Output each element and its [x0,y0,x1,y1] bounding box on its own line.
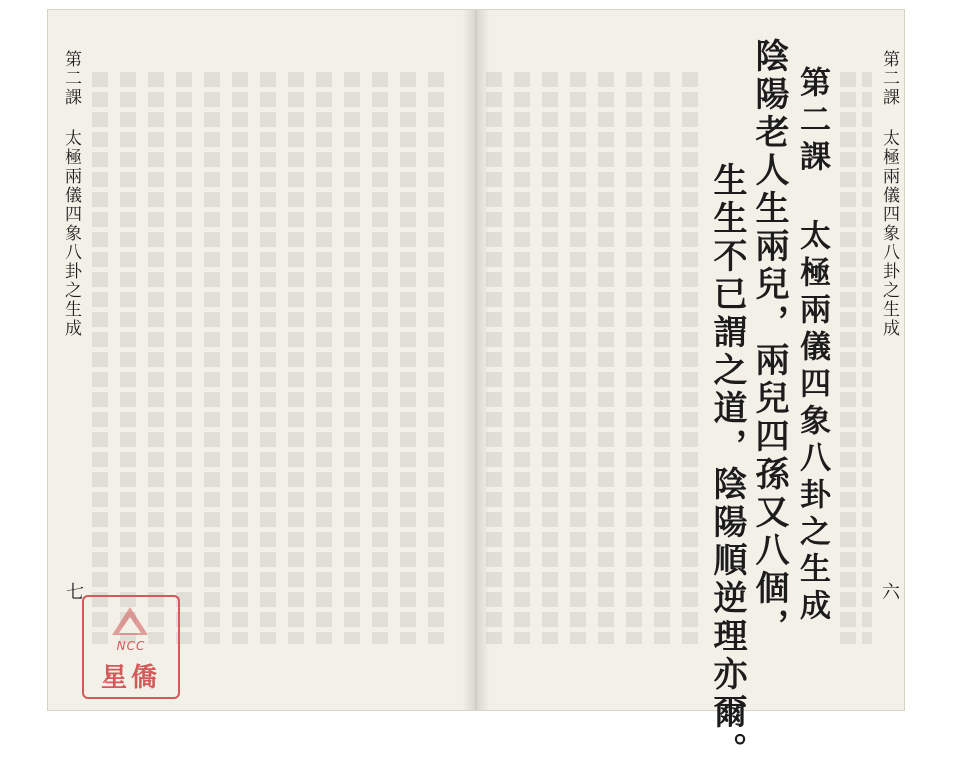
left-body-column [344,72,360,644]
left-body-column [288,72,304,644]
right-page [476,10,904,770]
left-body-column [260,72,276,644]
right-body-column [626,72,642,644]
book-spread [48,10,904,770]
right-body-column [840,72,856,644]
right-body-column [542,72,558,644]
right-body-column [654,72,670,644]
right-body-column [570,72,586,644]
left-page-number: 七 [63,582,84,600]
right-body-column [514,72,530,644]
left-body-column [92,72,108,644]
verse-line-2: 生生不已謂之道，陰陽順逆理亦爾。 [707,162,747,770]
right-page-number: 六 [879,582,900,600]
right-body-column [682,72,698,644]
right-body-column [598,72,614,644]
left-body-column [148,72,164,644]
left-body-column [372,72,388,644]
stamp-triangle-inner [119,617,141,633]
left-body-column [204,72,220,644]
left-page-header: 第二課 太極兩儀四象八卦之生成 [61,50,81,338]
chapter-title: 第二課 太極兩儀四象八卦之生成 [794,66,830,626]
stamp-name: 星僑 [100,663,161,693]
verse-line-1: 陰陽老人生兩兒，兩兒四孫又八個， [749,38,789,646]
ncc-watermark-stamp [82,595,180,699]
left-body-column [316,72,332,644]
left-body-column [428,72,444,644]
left-body-column [232,72,248,644]
left-body-column [400,72,416,644]
left-body-column [176,72,192,644]
right-body-column [486,72,502,644]
left-body-column [120,72,136,644]
right-body-column [862,72,872,644]
right-page-header: 第二課 太極兩儀四象八卦之生成 [879,50,899,338]
stamp-brand: NCC [116,639,146,653]
